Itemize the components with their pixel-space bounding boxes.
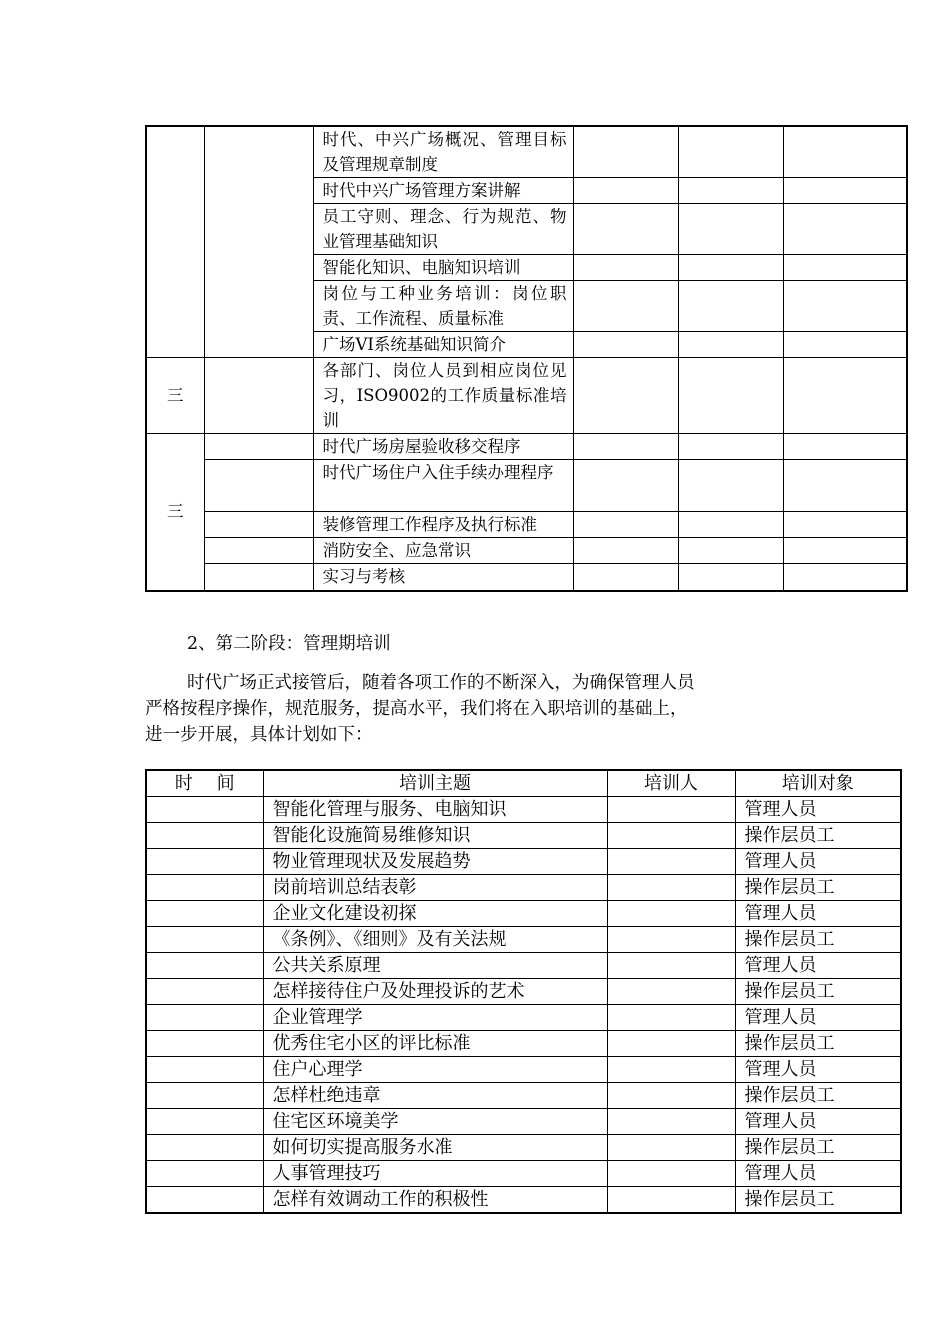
topic-cell: 企业管理学 [263,1005,607,1031]
trainer-cell [607,849,735,875]
time-cell [146,1083,263,1109]
trainer-cell [607,953,735,979]
table-row [146,1161,901,1187]
time-cell [146,1031,263,1057]
stage-cell: 三 [146,434,204,591]
topic-cell: 智能化设施简易维修知识 [263,823,607,849]
table-row [146,564,907,591]
empty-cell [783,358,907,434]
empty-cell [678,255,783,281]
empty-cell [678,460,783,512]
empty-cell [678,204,783,255]
time-cell [204,126,313,358]
empty-cell [783,434,907,460]
table-row [146,358,907,434]
empty-cell [783,512,907,538]
table-row [146,1057,901,1083]
target-cell: 管理人员 [735,901,901,927]
topic-cell: 广场VI系统基础知识简介 [313,332,573,358]
empty-cell [573,460,678,512]
topic-cell: 时代广场房屋验收移交程序 [313,434,573,460]
trainer-cell [607,1187,735,1214]
empty-cell [678,358,783,434]
table-row [146,1135,901,1161]
time-cell [146,823,263,849]
target-cell: 管理人员 [735,1109,901,1135]
intro-paragraph [145,670,815,748]
stage-cell [146,126,204,358]
topic-cell: 优秀住宅小区的评比标准 [263,1031,607,1057]
topic-cell: 企业文化建设初探 [263,901,607,927]
time-cell [146,927,263,953]
empty-cell [783,204,907,255]
empty-cell [678,281,783,332]
empty-cell [573,255,678,281]
topic-cell: 住宅区环境美学 [263,1109,607,1135]
target-cell: 管理人员 [735,1057,901,1083]
empty-cell [678,564,783,591]
time-cell [204,434,313,460]
target-cell: 管理人员 [735,797,901,823]
time-cell [146,1187,263,1214]
target-cell: 操作层员工 [735,1187,901,1214]
table-row [146,979,901,1005]
time-cell [204,460,313,512]
topic-cell: 智能化知识、电脑知识培训 [313,255,573,281]
trainer-cell [607,823,735,849]
table-row [146,1031,901,1057]
table-row [146,1083,901,1109]
target-cell: 操作层员工 [735,1135,901,1161]
topic-cell: 时代广场住户入住手续办理程序 [313,460,573,512]
time-cell [146,1135,263,1161]
empty-cell [783,281,907,332]
target-cell: 操作层员工 [735,1031,901,1057]
table-row [146,434,907,460]
time-cell [146,1057,263,1083]
stage-cell: 三 [146,358,204,434]
empty-cell [573,538,678,564]
time-cell [204,358,313,434]
header-target: 培训对象 [735,770,901,797]
trainer-cell [607,1005,735,1031]
table-row [146,901,901,927]
table-row [146,927,901,953]
header-topic: 培训主题 [263,770,607,797]
empty-cell [573,204,678,255]
intro-line: 进一步开展，具体计划如下： [145,725,373,745]
trainer-cell [607,1109,735,1135]
table-row [146,460,907,512]
empty-cell [573,564,678,591]
target-cell: 管理人员 [735,1161,901,1187]
empty-cell [573,126,678,178]
table-row [146,849,901,875]
target-cell: 操作层员工 [735,1083,901,1109]
table-header-row [146,770,901,797]
empty-cell [573,178,678,204]
target-cell: 操作层员工 [735,823,901,849]
empty-cell [678,126,783,178]
trainer-cell [607,1135,735,1161]
trainer-cell [607,1161,735,1187]
trainer-cell [607,875,735,901]
time-cell [146,1109,263,1135]
topic-cell: 各部门、岗位人员到相应岗位见习，ISO9002的工作质量标准培训 [313,358,573,434]
empty-cell [783,460,907,512]
time-cell [146,979,263,1005]
target-cell: 管理人员 [735,1005,901,1031]
empty-cell [678,538,783,564]
intro-line: 时代广场正式接管后，随着各项工作的不断深入，为确保管理人员 [187,673,695,693]
empty-cell [783,178,907,204]
topic-cell: 员工守则、理念、行为规范、物业管理基础知识 [313,204,573,255]
table-row [146,1187,901,1214]
topic-cell: 住户心理学 [263,1057,607,1083]
topic-cell: 智能化管理与服务、电脑知识 [263,797,607,823]
training-plan-table-continued [145,125,908,592]
time-cell [204,564,313,591]
target-cell: 操作层员工 [735,927,901,953]
table-row [146,823,901,849]
intro-line: 严格按程序操作，规范服务，提高水平，我们将在入职培训的基础上， [145,699,688,719]
target-cell: 操作层员工 [735,875,901,901]
empty-cell [783,332,907,358]
topic-cell: 物业管理现状及发展趋势 [263,849,607,875]
empty-cell [573,281,678,332]
topic-cell: 公共关系原理 [263,953,607,979]
topic-cell: 装修管理工作程序及执行标准 [313,512,573,538]
empty-cell [573,358,678,434]
trainer-cell [607,797,735,823]
table-row [146,797,901,823]
table-row [146,512,907,538]
empty-cell [783,564,907,591]
target-cell: 管理人员 [735,953,901,979]
time-cell [146,901,263,927]
empty-cell [678,434,783,460]
time-cell [146,875,263,901]
trainer-cell [607,1083,735,1109]
table-row [146,875,901,901]
empty-cell [783,255,907,281]
topic-cell: 如何切实提高服务水准 [263,1135,607,1161]
time-cell [146,1161,263,1187]
target-cell: 管理人员 [735,849,901,875]
topic-cell: 怎样杜绝违章 [263,1083,607,1109]
topic-cell: 岗位与工种业务培训：岗位职责、工作流程、质量标准 [313,281,573,332]
trainer-cell [607,927,735,953]
trainer-cell [607,1057,735,1083]
time-cell [204,538,313,564]
topic-cell: 消防安全、应急常识 [313,538,573,564]
empty-cell [783,126,907,178]
trainer-cell [607,979,735,1005]
topic-cell: 怎样接待住户及处理投诉的艺术 [263,979,607,1005]
empty-cell [573,434,678,460]
topic-cell: 时代中兴广场管理方案讲解 [313,178,573,204]
topic-cell: 人事管理技巧 [263,1161,607,1187]
time-cell [146,797,263,823]
target-cell: 操作层员工 [735,979,901,1005]
empty-cell [573,332,678,358]
empty-cell [573,512,678,538]
management-training-table [145,769,902,1214]
empty-cell [678,332,783,358]
time-cell [204,512,313,538]
table-row [146,126,907,178]
trainer-cell [607,1031,735,1057]
topic-cell: 岗前培训总结表彰 [263,875,607,901]
section-heading: 2、第二阶段：管理期培训 [187,634,391,654]
time-cell [146,1005,263,1031]
table-row [146,1005,901,1031]
table-row [146,953,901,979]
topic-cell: 《条例》、《细则》及有关法规 [263,927,607,953]
topic-cell: 时代、中兴广场概况、管理目标及管理规章制度 [313,126,573,178]
topic-cell: 怎样有效调动工作的积极性 [263,1187,607,1214]
empty-cell [678,512,783,538]
time-cell [146,849,263,875]
empty-cell [678,178,783,204]
table-row [146,1109,901,1135]
header-time: 时 间 [146,770,263,797]
table-row [146,538,907,564]
trainer-cell [607,901,735,927]
header-trainer: 培训人 [607,770,735,797]
topic-cell: 实习与考核 [313,564,573,591]
time-cell [146,953,263,979]
empty-cell [783,538,907,564]
